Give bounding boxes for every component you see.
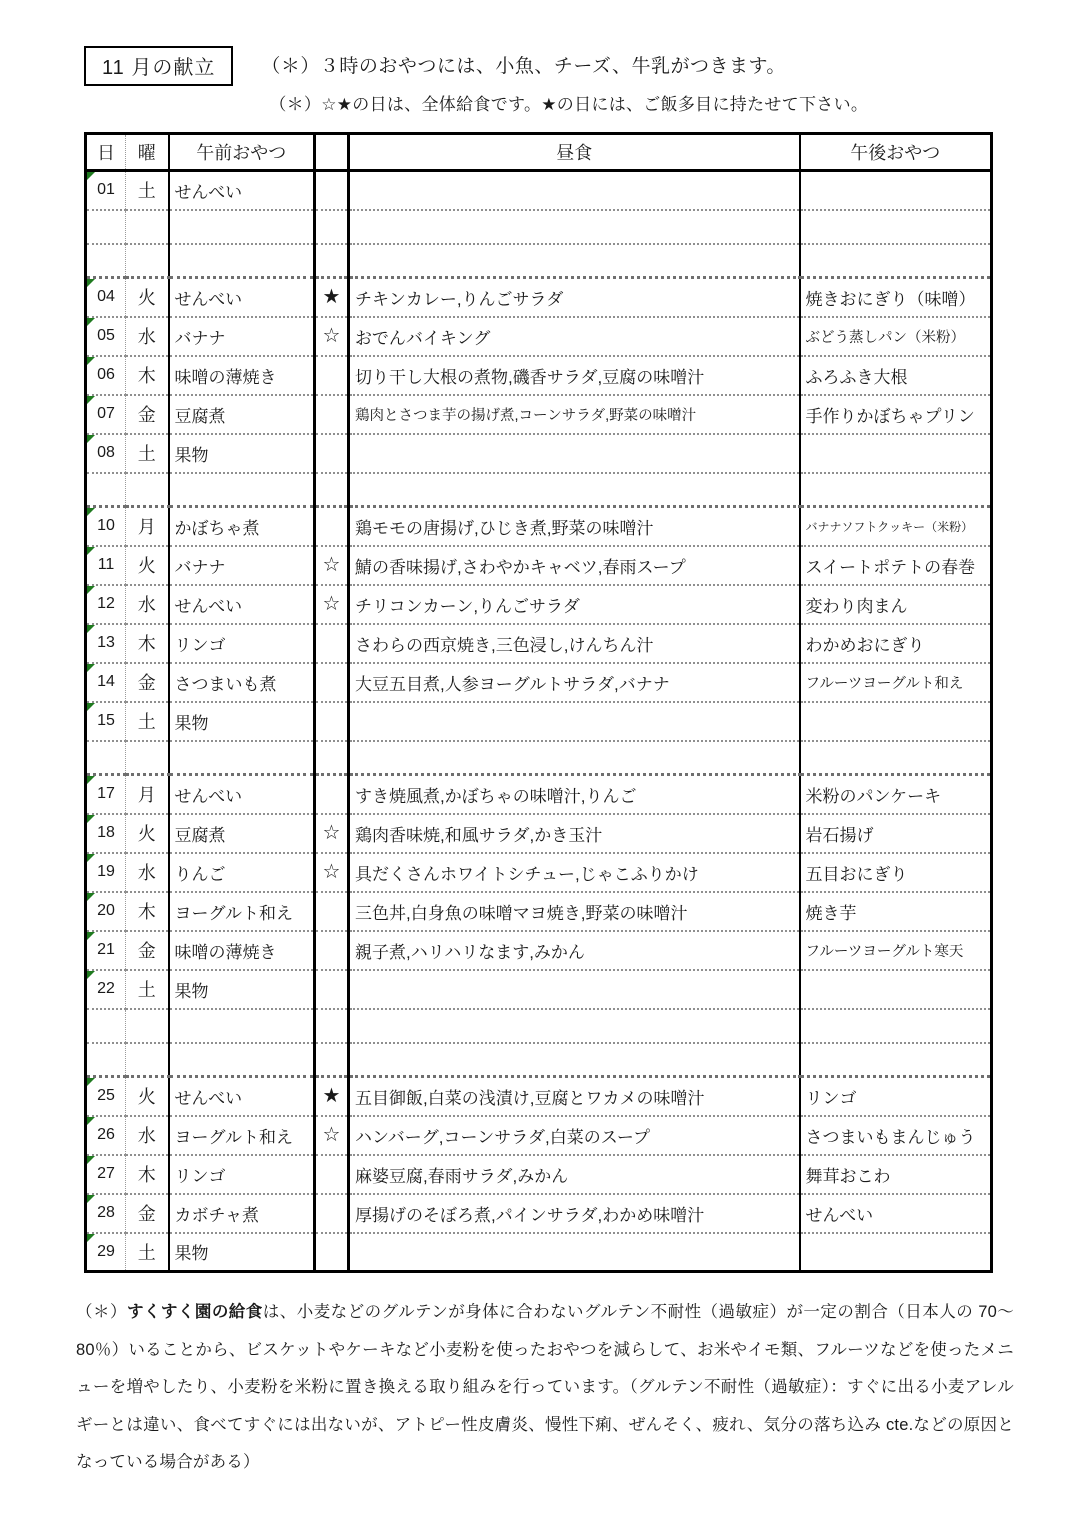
comment-marker-icon — [87, 508, 95, 516]
menu-row-08 — [86, 434, 992, 473]
am-snack-cell: カボチャ煮 — [169, 1194, 315, 1233]
menu-row-06 — [86, 356, 992, 395]
day-cell: 28 — [86, 1194, 126, 1233]
empty-row — [86, 210, 992, 244]
am-snack-cell: 果物 — [169, 1233, 315, 1272]
lunch-cell — [349, 210, 800, 244]
weekday-cell: 月 — [126, 775, 169, 814]
pm-snack-cell: 五目おにぎり — [800, 853, 992, 892]
pm-snack-cell — [800, 1233, 992, 1272]
pm-snack-cell — [800, 702, 992, 741]
am-snack-cell: 味噌の薄焼き — [169, 356, 315, 395]
weekday-cell: 金 — [126, 395, 169, 434]
weekday-cell: 水 — [126, 317, 169, 356]
day-cell: 27 — [86, 1155, 126, 1194]
page-title: 11 月の献立 — [84, 46, 233, 86]
day-cell — [86, 1009, 126, 1043]
menu-row-26 — [86, 1116, 992, 1155]
day-cell: 04 — [86, 278, 126, 317]
comment-marker-icon — [87, 854, 95, 862]
note-snack-info: （＊）３時のおやつには、小魚、チーズ、牛乳がつきます。 — [261, 56, 786, 77]
pm-snack-cell: 米粉のパンケーキ — [800, 775, 992, 814]
am-snack-cell: 果物 — [169, 702, 315, 741]
comment-marker-icon — [87, 664, 95, 672]
weekday-cell — [126, 741, 169, 775]
comment-marker-icon — [87, 932, 95, 940]
pm-snack-cell — [800, 210, 992, 244]
am-snack-cell — [169, 210, 315, 244]
weekday-cell: 火 — [126, 278, 169, 317]
pm-snack-cell — [800, 970, 992, 1009]
day-cell: 01 — [86, 171, 126, 210]
footer-prefix: （＊） — [76, 1303, 127, 1321]
lunch-cell: 鶏肉とさつま芋の揚げ煮,コーンサラダ,野菜の味噌汁 — [349, 395, 800, 434]
lunch-cell: すき焼風煮,かぼちゃの味噌汁,りんご — [349, 775, 800, 814]
weekday-cell: 木 — [126, 892, 169, 931]
pm-snack-cell: スイートポテトの春巻 — [800, 546, 992, 585]
lunch-cell — [349, 741, 800, 775]
am-snack-cell: 豆腐煮 — [169, 395, 315, 434]
pm-snack-cell: ふろふき大根 — [800, 356, 992, 395]
pm-snack-cell — [800, 244, 992, 278]
lunch-cell: 鯖の香味揚げ,さわやかキャベツ,春雨スープ — [349, 546, 800, 585]
star-mark-cell: ☆ — [315, 814, 349, 853]
pm-snack-cell: せんべい — [800, 1194, 992, 1233]
lunch-cell — [349, 434, 800, 473]
comment-marker-icon — [87, 776, 95, 784]
am-snack-cell — [169, 473, 315, 507]
header-weekday: 曜 — [126, 134, 169, 171]
pm-snack-cell — [800, 171, 992, 210]
menu-row-18 — [86, 814, 992, 853]
menu-row-19 — [86, 853, 992, 892]
menu-row-13 — [86, 624, 992, 663]
comment-marker-icon — [87, 625, 95, 633]
am-snack-cell: せんべい — [169, 278, 315, 317]
lunch-cell — [349, 1233, 800, 1272]
pm-snack-cell: ぶどう蒸しパン（米粉） — [800, 317, 992, 356]
am-snack-cell — [169, 1043, 315, 1077]
empty-row — [86, 1043, 992, 1077]
comment-marker-icon — [87, 815, 95, 823]
am-snack-cell — [169, 741, 315, 775]
am-snack-cell: せんべい — [169, 775, 315, 814]
header-day: 日 — [86, 134, 126, 171]
am-snack-cell: 果物 — [169, 434, 315, 473]
star-mark-cell — [315, 702, 349, 741]
am-snack-cell: せんべい — [169, 1077, 315, 1116]
star-mark-cell: ☆ — [315, 546, 349, 585]
weekday-cell: 土 — [126, 1233, 169, 1272]
lunch-cell — [349, 970, 800, 1009]
header-lunch: 昼食 — [349, 134, 800, 171]
menu-row-15 — [86, 702, 992, 741]
menu-row-21 — [86, 931, 992, 970]
day-cell: 14 — [86, 663, 126, 702]
pm-snack-cell — [800, 473, 992, 507]
pm-snack-cell: 手作りかぼちゃプリン — [800, 395, 992, 434]
lunch-cell: 具だくさんホワイトシチュー,じゃこふりかけ — [349, 853, 800, 892]
star-mark-cell — [315, 507, 349, 546]
star-mark-cell — [315, 741, 349, 775]
day-cell: 12 — [86, 585, 126, 624]
lunch-cell — [349, 1009, 800, 1043]
day-cell: 18 — [86, 814, 126, 853]
day-cell: 11 — [86, 546, 126, 585]
weekday-cell: 木 — [126, 356, 169, 395]
comment-marker-icon — [87, 172, 95, 180]
weekday-cell — [126, 473, 169, 507]
footer-note — [76, 1294, 1014, 1482]
weekday-cell: 金 — [126, 931, 169, 970]
weekday-cell: 火 — [126, 546, 169, 585]
comment-marker-icon — [87, 586, 95, 594]
menu-row-01 — [86, 171, 992, 210]
star-mark-cell — [315, 892, 349, 931]
weekday-cell: 土 — [126, 434, 169, 473]
am-snack-cell — [169, 1009, 315, 1043]
header-pm-snack: 午後おやつ — [800, 134, 992, 171]
menu-row-20 — [86, 892, 992, 931]
am-snack-cell: ヨーグルト和え — [169, 1116, 315, 1155]
menu-table-body — [86, 171, 992, 1272]
lunch-cell — [349, 473, 800, 507]
menu-table-header — [86, 134, 992, 171]
am-snack-cell: 味噌の薄焼き — [169, 931, 315, 970]
comment-marker-icon — [87, 703, 95, 711]
lunch-cell — [349, 171, 800, 210]
weekday-cell: 木 — [126, 624, 169, 663]
day-cell: 22 — [86, 970, 126, 1009]
lunch-cell — [349, 244, 800, 278]
pm-snack-cell — [800, 1009, 992, 1043]
day-cell — [86, 210, 126, 244]
comment-marker-icon — [87, 357, 95, 365]
pm-snack-cell: 焼き芋 — [800, 892, 992, 931]
am-snack-cell: かぼちゃ煮 — [169, 507, 315, 546]
star-mark-cell — [315, 1194, 349, 1233]
pm-snack-cell: 岩石揚げ — [800, 814, 992, 853]
menu-row-12 — [86, 585, 992, 624]
footer-bold-phrase: すくすく園の給食 — [126, 1303, 263, 1321]
weekday-cell: 土 — [126, 970, 169, 1009]
menu-table — [84, 132, 993, 1273]
star-mark-cell — [315, 395, 349, 434]
day-cell — [86, 473, 126, 507]
star-mark-cell — [315, 1233, 349, 1272]
day-cell: 13 — [86, 624, 126, 663]
comment-marker-icon — [87, 971, 95, 979]
pm-snack-cell: リンゴ — [800, 1077, 992, 1116]
pm-snack-cell: フルーツヨーグルト寒天 — [800, 931, 992, 970]
header-am-snack: 午前おやつ — [169, 134, 315, 171]
star-mark-cell — [315, 624, 349, 663]
am-snack-cell: リンゴ — [169, 1155, 315, 1194]
am-snack-cell: ヨーグルト和え — [169, 892, 315, 931]
day-cell — [86, 741, 126, 775]
pm-snack-cell — [800, 1043, 992, 1077]
star-mark-cell — [315, 210, 349, 244]
am-snack-cell: リンゴ — [169, 624, 315, 663]
comment-marker-icon — [87, 893, 95, 901]
comment-marker-icon — [87, 1156, 95, 1164]
weekday-cell: 土 — [126, 171, 169, 210]
lunch-cell: 切り干し大根の煮物,磯香サラダ,豆腐の味噌汁 — [349, 356, 800, 395]
star-mark-cell — [315, 1043, 349, 1077]
star-mark-cell — [315, 1009, 349, 1043]
comment-marker-icon — [87, 1195, 95, 1203]
lunch-cell — [349, 702, 800, 741]
menu-row-29 — [86, 1233, 992, 1272]
menu-row-04 — [86, 278, 992, 317]
weekday-cell — [126, 210, 169, 244]
star-mark-cell — [315, 663, 349, 702]
pm-snack-cell: バナナソフトクッキー（米粉） — [800, 507, 992, 546]
day-cell: 29 — [86, 1233, 126, 1272]
menu-row-07 — [86, 395, 992, 434]
weekday-cell: 水 — [126, 585, 169, 624]
pm-snack-cell — [800, 741, 992, 775]
weekday-cell: 金 — [126, 663, 169, 702]
weekday-cell: 金 — [126, 1194, 169, 1233]
weekday-cell: 水 — [126, 1116, 169, 1155]
star-mark-cell — [315, 356, 349, 395]
star-mark-cell — [315, 970, 349, 1009]
day-cell: 21 — [86, 931, 126, 970]
pm-snack-cell — [800, 434, 992, 473]
empty-row — [86, 741, 992, 775]
day-cell: 17 — [86, 775, 126, 814]
empty-row — [86, 244, 992, 278]
weekday-cell: 水 — [126, 853, 169, 892]
menu-row-28 — [86, 1194, 992, 1233]
star-mark-cell: ☆ — [315, 317, 349, 356]
comment-marker-icon — [87, 547, 95, 555]
star-mark-cell — [315, 171, 349, 210]
menu-row-17 — [86, 775, 992, 814]
star-mark-cell: ☆ — [315, 585, 349, 624]
lunch-cell: 親子煮,ハリハリなます,みかん — [349, 931, 800, 970]
star-mark-cell: ★ — [315, 1077, 349, 1116]
lunch-cell: 大豆五目煮,人参ヨーグルトサラダ,バナナ — [349, 663, 800, 702]
day-cell: 25 — [86, 1077, 126, 1116]
star-mark-cell: ★ — [315, 278, 349, 317]
pm-snack-cell: わかめおにぎり — [800, 624, 992, 663]
menu-row-14 — [86, 663, 992, 702]
lunch-cell: さわらの西京焼き,三色浸し,けんちん汁 — [349, 624, 800, 663]
star-mark-cell: ☆ — [315, 1116, 349, 1155]
header-star-mark — [315, 134, 349, 171]
lunch-cell: 鶏モモの唐揚げ,ひじき煮,野菜の味噌汁 — [349, 507, 800, 546]
lunch-cell: 鶏肉香味焼,和風サラダ,かき玉汁 — [349, 814, 800, 853]
day-cell — [86, 244, 126, 278]
am-snack-cell: せんべい — [169, 585, 315, 624]
am-snack-cell: バナナ — [169, 546, 315, 585]
day-cell: 06 — [86, 356, 126, 395]
comment-marker-icon — [87, 435, 95, 443]
am-snack-cell — [169, 244, 315, 278]
star-mark-cell — [315, 434, 349, 473]
comment-marker-icon — [87, 396, 95, 404]
lunch-cell: チリコンカーン,りんごサラダ — [349, 585, 800, 624]
day-cell: 15 — [86, 702, 126, 741]
pm-snack-cell: 変わり肉まん — [800, 585, 992, 624]
day-cell: 19 — [86, 853, 126, 892]
lunch-cell: 五目御飯,白菜の浅漬け,豆腐とワカメの味噌汁 — [349, 1077, 800, 1116]
star-mark-cell — [315, 1155, 349, 1194]
am-snack-cell: バナナ — [169, 317, 315, 356]
header-notes — [261, 46, 868, 115]
comment-marker-icon — [87, 1078, 95, 1086]
empty-row — [86, 1009, 992, 1043]
lunch-cell: 麻婆豆腐,春雨サラダ,みかん — [349, 1155, 800, 1194]
star-mark-cell — [315, 473, 349, 507]
document-header — [84, 46, 1080, 115]
am-snack-cell: 果物 — [169, 970, 315, 1009]
day-cell: 20 — [86, 892, 126, 931]
menu-row-10 — [86, 507, 992, 546]
empty-row — [86, 473, 992, 507]
menu-row-22 — [86, 970, 992, 1009]
footer-body-text: は、小麦などのグルテンが身体に合わないグルテン不耐性（過敏症）が一定の割合（日本人の 70～80％）いることから、ビスケットやケーキなど小麦粉を使ったおやつを減らして、お米やイモ類、フルーツなどを使ったメニューを増やしたり、小麦粉を米粉に置き換える取り組みを行っています。（グルテン不耐性（過敏症）：すぐに出る小麦アレルギーとは違い、食べてすぐには出ないが、アトピー性皮膚炎、慢性下痢、ぜんそく、疲れ、気分の落ち込み cte.などの原因となっている場合がある） — [76, 1303, 1014, 1472]
star-mark-cell — [315, 931, 349, 970]
star-mark-cell: ☆ — [315, 853, 349, 892]
pm-snack-cell: 焼きおにぎり（味噌） — [800, 278, 992, 317]
day-cell: 08 — [86, 434, 126, 473]
header-row — [86, 134, 992, 171]
pm-snack-cell: フルーツヨーグルト和え — [800, 663, 992, 702]
weekday-cell — [126, 1043, 169, 1077]
note-star-legend: （＊）☆★の日は、全体給食です。★の日には、ご飯多目に持たせて下さい。 — [269, 95, 869, 114]
lunch-cell — [349, 1043, 800, 1077]
comment-marker-icon — [87, 1234, 95, 1242]
weekday-cell: 月 — [126, 507, 169, 546]
am-snack-cell: せんべい — [169, 171, 315, 210]
lunch-cell: 三色丼,白身魚の味噌マヨ焼き,野菜の味噌汁 — [349, 892, 800, 931]
star-mark-cell — [315, 244, 349, 278]
menu-row-05 — [86, 317, 992, 356]
comment-marker-icon — [87, 1117, 95, 1125]
comment-marker-icon — [87, 318, 95, 326]
pm-snack-cell: 舞茸おこわ — [800, 1155, 992, 1194]
lunch-cell: おでんバイキング — [349, 317, 800, 356]
day-cell: 05 — [86, 317, 126, 356]
pm-snack-cell: さつまいもまんじゅう — [800, 1116, 992, 1155]
comment-marker-icon — [87, 279, 95, 287]
weekday-cell: 土 — [126, 702, 169, 741]
menu-row-25 — [86, 1077, 992, 1116]
day-cell: 10 — [86, 507, 126, 546]
weekday-cell — [126, 244, 169, 278]
star-mark-cell — [315, 775, 349, 814]
am-snack-cell: 豆腐煮 — [169, 814, 315, 853]
weekday-cell — [126, 1009, 169, 1043]
am-snack-cell: りんご — [169, 853, 315, 892]
day-cell: 07 — [86, 395, 126, 434]
lunch-cell: 厚揚げのそぼろ煮,パインサラダ,わかめ味噌汁 — [349, 1194, 800, 1233]
weekday-cell: 火 — [126, 814, 169, 853]
menu-row-27 — [86, 1155, 992, 1194]
lunch-cell: ハンバーグ,コーンサラダ,白菜のスープ — [349, 1116, 800, 1155]
weekday-cell: 火 — [126, 1077, 169, 1116]
day-cell: 26 — [86, 1116, 126, 1155]
am-snack-cell: さつまいも煮 — [169, 663, 315, 702]
weekday-cell: 木 — [126, 1155, 169, 1194]
lunch-cell: チキンカレー,りんごサラダ — [349, 278, 800, 317]
day-cell — [86, 1043, 126, 1077]
menu-row-11 — [86, 546, 992, 585]
